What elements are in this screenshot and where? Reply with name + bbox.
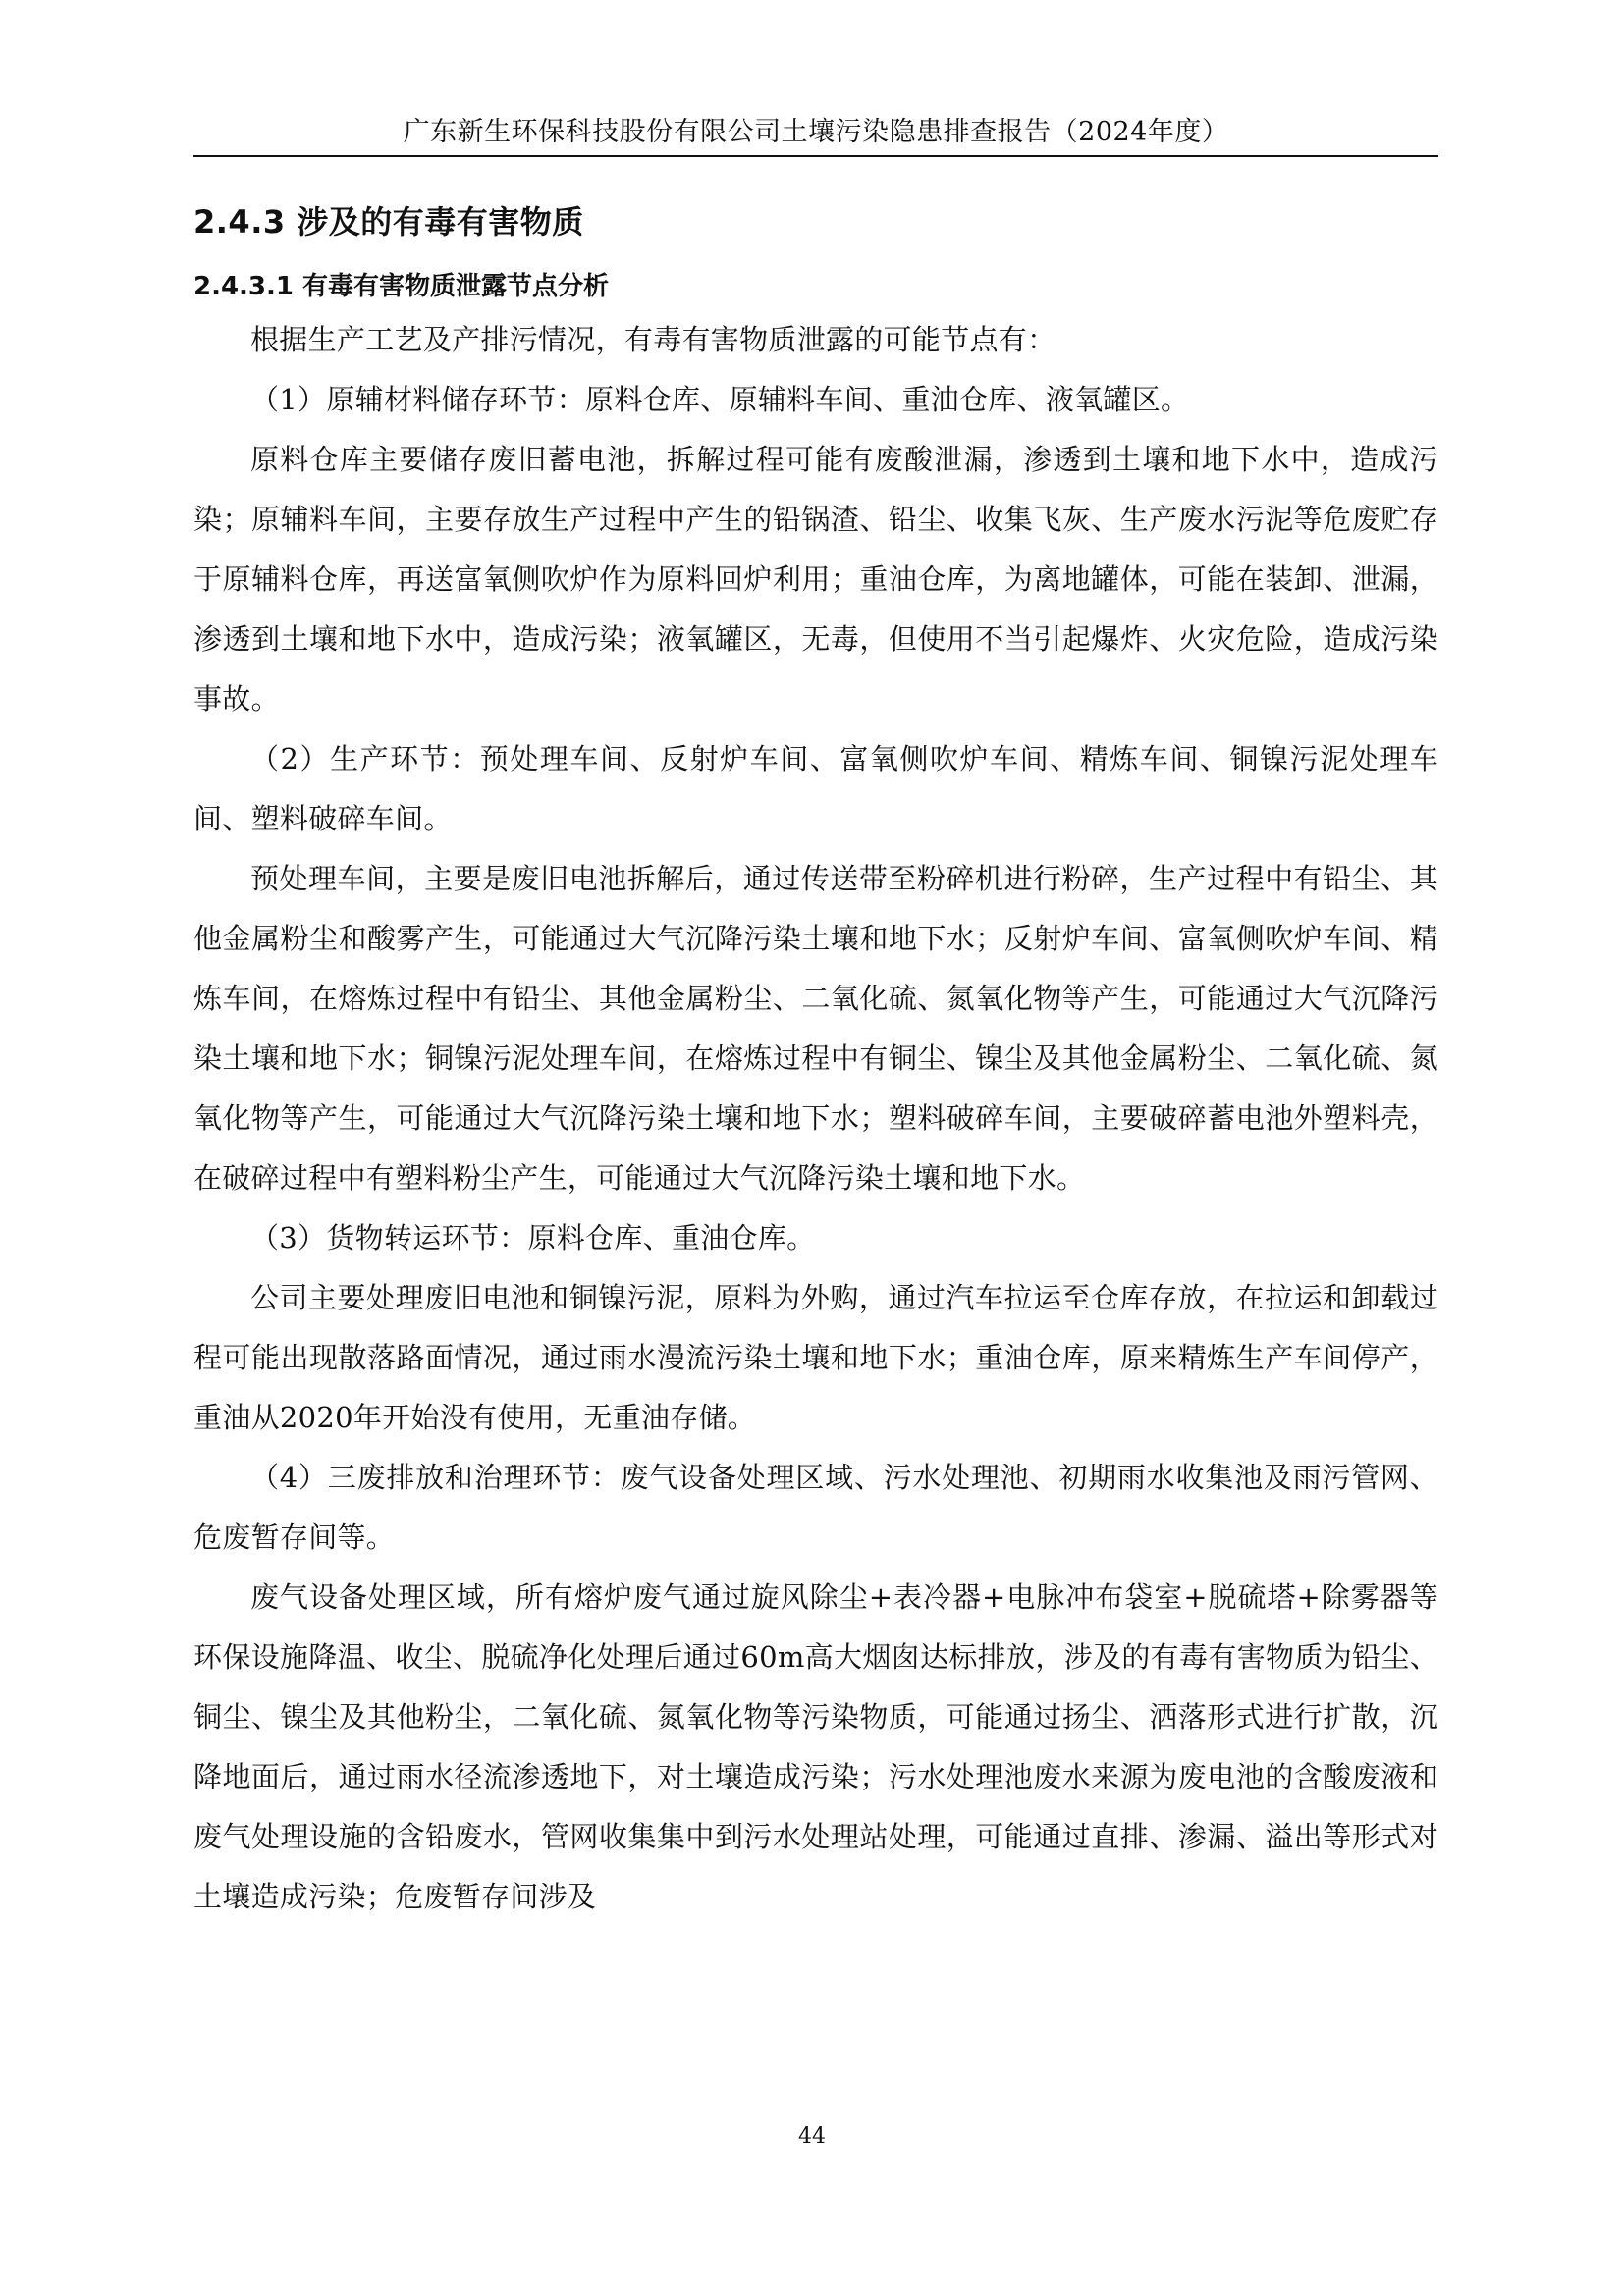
paragraph-production-detail: 预处理车间，主要是废旧电池拆解后，通过传送带至粉碎机进行粉碎，生产过程中有铅尘、其他金属粉尘和酸雾产生，可能通过大气沉降污染土壤和地下水；反射炉车间、富氧侧吹炉车间、精炼车间，在熔炼过程中有铅尘、其他金属粉尘、二氧化硫、氮氧化物等产生，可能通过大气沉降污染土壤和地下水；铜镍污泥处理车间，在熔炼过程中有铜尘、镍尘及其他金属粉尘、二氧化硫、氮氧化物等产生，可能通过大气沉降污染土壤和地下水；塑料破碎车间，主要破碎蓄电池外塑料壳，在破碎过程中有塑料粉尘产生，可能通过大气沉降污染土壤和地下水。 xyxy=(193,862,1438,1195)
paragraph-item-4: （4）三废排放和治理环节：废气设备处理区域、污水处理池、初期雨水收集池及雨污管网、危废暂存间等。 xyxy=(193,1461,1438,1554)
subsection-heading: 2.4.3.1 有毒有害物质泄露节点分析 xyxy=(193,272,610,301)
page-number: 44 xyxy=(798,2124,826,2149)
header-rule xyxy=(193,155,1438,157)
paragraph-storage-detail: 原料仓库主要储存废旧蓄电池，拆解过程可能有废酸泄漏，渗透到土壤和地下水中，造成污染；原辅料车间，主要存放生产过程中产生的铅锅渣、铅尘、收集飞灰、生产废水污泥等危废贮存于原辅料仓库，再送富氧侧吹炉作为原料回炉利用；重油仓库，为离地罐体，可能在装卸、泄漏，渗透到土壤和地下水中，造成污染；液氧罐区，无毒，但使用不当引起爆炸、火灾危险，造成污染事故。 xyxy=(193,443,1438,716)
paragraph-item-3: （3）货物转运环节：原料仓库、重油仓库。 xyxy=(250,1221,816,1255)
running-header: 广东新生环保科技股份有限公司土壤污染隐患排查报告（2024年度） xyxy=(403,117,1229,147)
paragraph-item-2: （2）生产环节：预处理车间、反射炉车间、富氧侧吹炉车间、精炼车间、铜镍污泥处理车间、塑料破碎车间。 xyxy=(193,742,1438,835)
paragraph-intro: 根据生产工艺及产排污情况，有毒有害物质泄露的可能节点有： xyxy=(250,323,1056,356)
page-body xyxy=(193,187,1438,1927)
paragraph-transport-detail: 公司主要处理废旧电池和铜镍污泥，原料为外购，通过汽车拉运至仓库存放，在拉运和卸载过程可能出现散落路面情况，通过雨水漫流污染土壤和地下水；重油仓库，原来精炼生产车间停产，重油从2020年开始没有使用，无重油存储。 xyxy=(193,1281,1438,1434)
paragraph-waste-detail: 废气设备处理区域，所有熔炉废气通过旋风除尘+表冷器+电脉冲布袋室+脱硫塔+除雾器等环保设施降温、收尘、脱硫净化处理后通过60m高大烟囱达标排放，涉及的有毒有害物质为铅尘、铜尘、镍尘及其他粉尘，二氧化硫、氮氧化物等污染物质，可能通过扬尘、洒落形式进行扩散，沉降地面后，通过雨水径流渗透地下，对土壤造成污染；污水处理池废水来源为废电池的含酸废液和废气处理设施的含铅废水，管网收集集中到污水处理站处理，可能通过直排、渗漏、溢出等形式对土壤造成污染；危废暂存间涉及 xyxy=(193,1580,1438,1913)
section-heading: 2.4.3 涉及的有毒有害物质 xyxy=(193,203,584,240)
paragraph-item-1: （1）原辅材料储存环节：原料仓库、原辅料车间、重油仓库、液氧罐区。 xyxy=(250,383,1190,416)
